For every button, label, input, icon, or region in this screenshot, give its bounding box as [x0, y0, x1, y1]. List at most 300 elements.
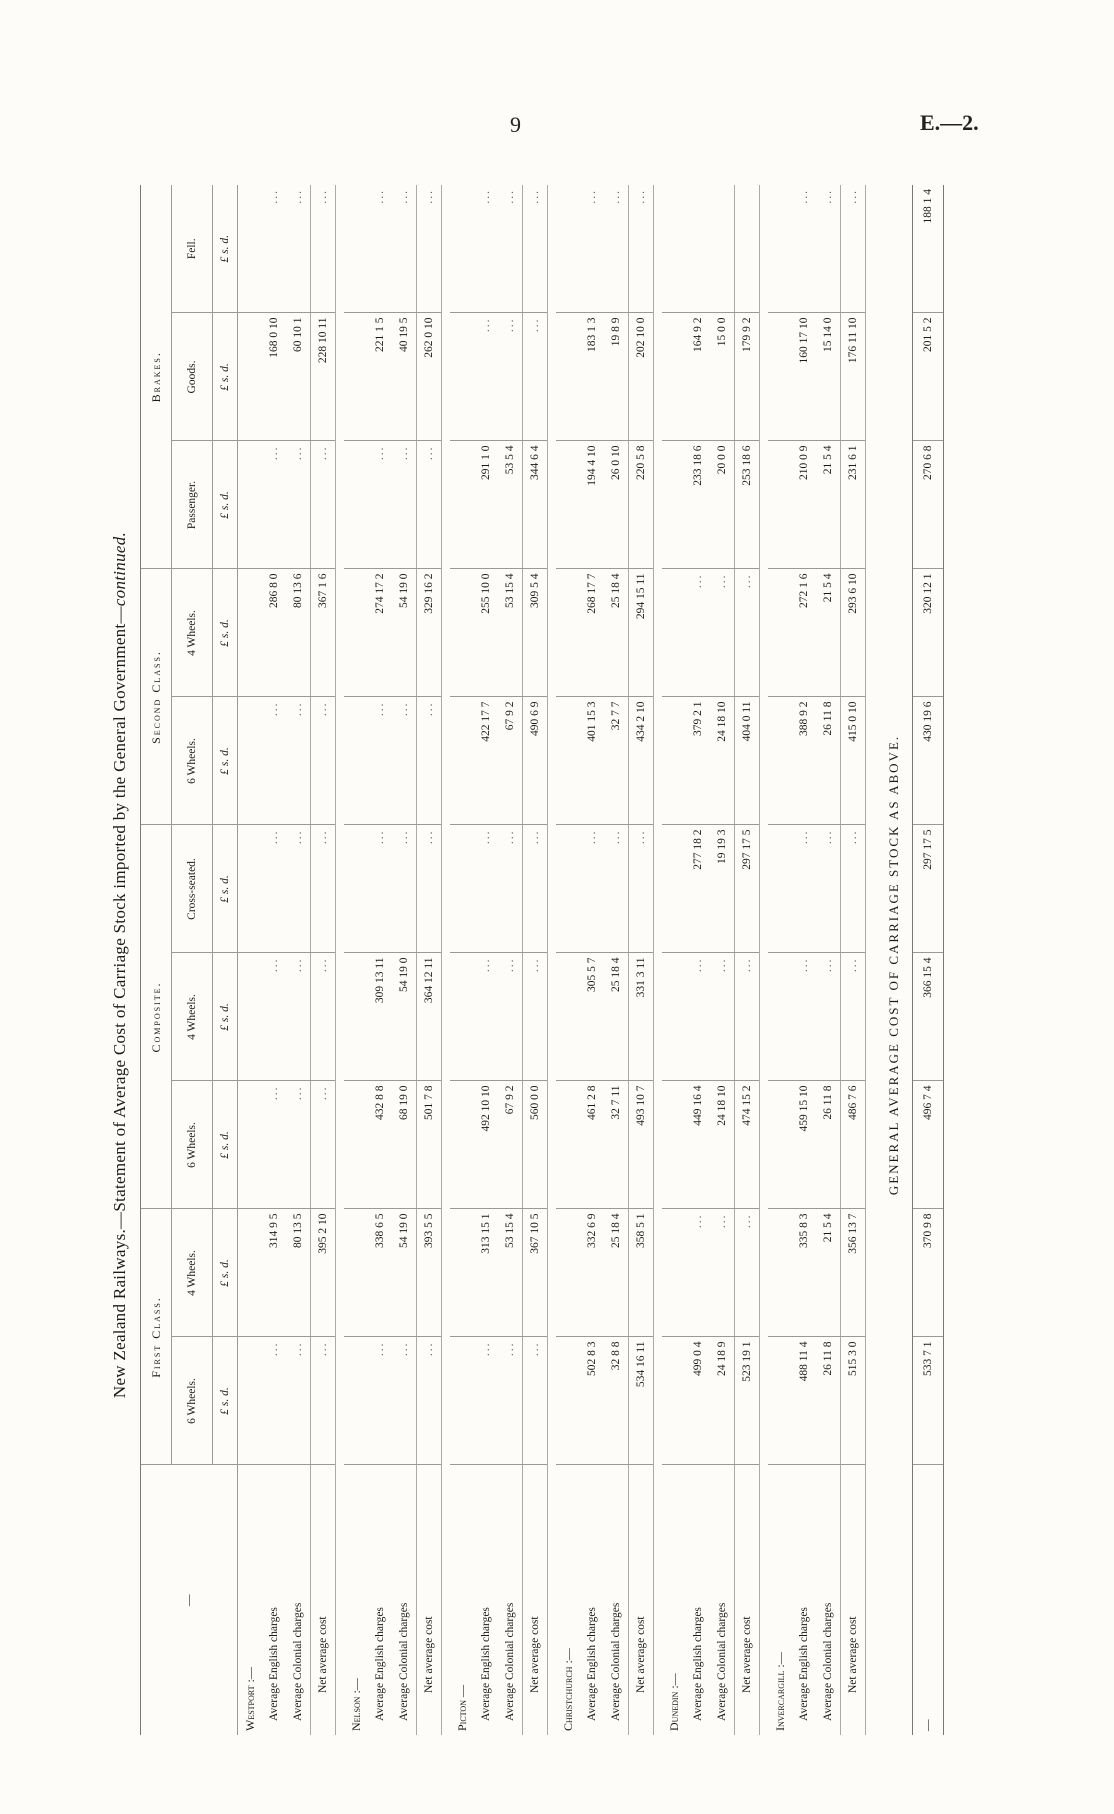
empty-cell — [450, 697, 474, 825]
value-cell: 493 10 7 — [629, 1081, 654, 1209]
row-label: Average Colonial charges — [610, 1602, 622, 1721]
general-value: 320 12 1 — [913, 569, 944, 697]
general-value: 496 7 4 — [913, 1081, 944, 1209]
value-cell: ... — [735, 953, 760, 1081]
value-cell: 220 5 8 — [629, 441, 654, 569]
value-cell: 294 15 11 — [629, 569, 654, 697]
value-cell: 53 15 4 — [498, 1209, 523, 1337]
section-spacer — [866, 185, 875, 1735]
value-cell: ... — [816, 185, 841, 313]
empty-cell — [450, 441, 474, 569]
value-cell: ... — [311, 1337, 336, 1465]
row-label: Average Colonial charges — [398, 1602, 410, 1721]
general-value: 370 9 8 — [913, 1209, 944, 1337]
empty-cell — [556, 441, 580, 569]
value-cell: 404 0 11 — [735, 697, 760, 825]
value-cell: 388 9 2 — [792, 697, 816, 825]
value-cell: 19 8 9 — [604, 313, 629, 441]
empty-cell — [450, 1081, 474, 1209]
value-cell: 314 9 5 — [262, 1209, 286, 1337]
section-row — [662, 185, 686, 1735]
empty-cell — [662, 185, 686, 313]
row-label: Net average cost — [629, 1465, 654, 1735]
row-label: Average Colonial charges — [716, 1602, 728, 1721]
value-cell: ... — [841, 953, 866, 1081]
empty-cell — [450, 825, 474, 953]
value-cell: 422 17 7 — [474, 697, 498, 825]
value-cell: ... — [368, 697, 392, 825]
value-cell: 358 5 1 — [629, 1209, 654, 1337]
value-cell: 194 4 10 — [580, 441, 604, 569]
value-cell: ... — [392, 1337, 417, 1465]
units-label: £ s. d. — [213, 313, 238, 441]
value-cell: 32 8 8 — [604, 1337, 629, 1465]
empty-cell — [662, 441, 686, 569]
value-cell: ... — [417, 1337, 442, 1465]
net-row — [735, 185, 760, 1735]
value-cell: ... — [262, 697, 286, 825]
value-cell: 80 13 5 — [286, 1209, 311, 1337]
value-cell: 534 16 11 — [629, 1337, 654, 1465]
value-cell: 15 14 0 — [816, 313, 841, 441]
value-cell: 459 15 10 — [792, 1081, 816, 1209]
empty-cell — [344, 1209, 368, 1337]
charge-row — [710, 185, 735, 1735]
value-cell: 305 5 7 — [580, 953, 604, 1081]
value-cell — [710, 185, 735, 313]
value-cell: 21 5 4 — [816, 441, 841, 569]
value-cell: ... — [286, 953, 311, 1081]
value-cell: ... — [262, 185, 286, 313]
value-cell: ... — [286, 825, 311, 953]
row-label: Average Colonial charges — [292, 1602, 304, 1721]
rotated-table-page — [110, 155, 970, 1775]
section-row — [450, 185, 474, 1735]
charge-row — [392, 185, 417, 1735]
value-cell: ... — [417, 185, 442, 313]
value-cell: 274 17 2 — [368, 569, 392, 697]
empty-cell — [238, 953, 263, 1081]
value-cell: 293 6 10 — [841, 569, 866, 697]
column-header: 6 Wheels. — [172, 1337, 213, 1465]
value-cell: 32 7 11 — [604, 1081, 629, 1209]
empty-cell — [344, 697, 368, 825]
value-cell: 309 5 4 — [523, 569, 548, 697]
general-value: 201 5 2 — [913, 313, 944, 441]
empty-cell — [556, 1209, 580, 1337]
empty-cell — [238, 1337, 263, 1465]
empty-cell — [344, 441, 368, 569]
row-label: Average English charges — [480, 1607, 492, 1721]
value-cell: 221 1 5 — [368, 313, 392, 441]
value-cell: 474 15 2 — [735, 1081, 760, 1209]
empty-cell — [662, 1337, 686, 1465]
general-value: 188 1 4 — [913, 185, 944, 313]
value-cell: 492 10 10 — [474, 1081, 498, 1209]
general-value: 533 7 1 — [913, 1337, 944, 1465]
value-cell: 168 0 10 — [262, 313, 286, 441]
empty-cell — [768, 569, 792, 697]
net-row — [311, 185, 336, 1735]
empty-cell — [662, 1081, 686, 1209]
value-cell: ... — [311, 697, 336, 825]
empty-cell — [238, 441, 263, 569]
value-cell: ... — [792, 953, 816, 1081]
value-cell: ... — [368, 441, 392, 569]
value-cell: ... — [392, 697, 417, 825]
value-cell — [686, 185, 710, 313]
value-cell: ... — [368, 1337, 392, 1465]
value-cell: ... — [498, 953, 523, 1081]
charge-row — [474, 185, 498, 1735]
general-value: 297 17 5 — [913, 825, 944, 953]
empty-cell — [768, 441, 792, 569]
column-header: 4 Wheels. — [172, 953, 213, 1081]
units-label: £ s. d. — [213, 1081, 238, 1209]
value-cell: 277 18 2 — [686, 825, 710, 953]
value-cell: ... — [286, 441, 311, 569]
row-label: Average English charges — [586, 1607, 598, 1721]
spacer-cell — [442, 185, 451, 1735]
value-cell: ... — [286, 1337, 311, 1465]
group-header: First Class. — [141, 1209, 172, 1465]
value-cell: 367 1 6 — [311, 569, 336, 697]
general-value: 430 19 6 — [913, 697, 944, 825]
value-cell: ... — [262, 1081, 286, 1209]
value-cell: 501 7 8 — [417, 1081, 442, 1209]
value-cell: ... — [816, 953, 841, 1081]
column-header: Passenger. — [172, 441, 213, 569]
empty-cell — [450, 953, 474, 1081]
carriage-cost-table — [140, 185, 874, 1735]
value-cell: 24 18 9 — [710, 1337, 735, 1465]
row-label: Net average cost — [841, 1465, 866, 1735]
charge-row — [686, 185, 710, 1735]
value-cell: ... — [311, 825, 336, 953]
value-cell: 25 18 4 — [604, 1209, 629, 1337]
empty-cell — [768, 1337, 792, 1465]
value-cell: 356 13 7 — [841, 1209, 866, 1337]
value-cell: ... — [262, 825, 286, 953]
value-cell: 67 9 2 — [498, 1081, 523, 1209]
empty-cell — [556, 825, 580, 953]
empty-cell — [768, 825, 792, 953]
value-cell: 309 13 11 — [368, 953, 392, 1081]
value-cell: 60 10 1 — [286, 313, 311, 441]
empty-cell — [768, 1081, 792, 1209]
value-cell: ... — [841, 825, 866, 953]
section-spacer — [336, 185, 345, 1735]
empty-cell — [450, 1337, 474, 1465]
value-cell: ... — [311, 1081, 336, 1209]
empty-cell — [556, 697, 580, 825]
charge-row — [604, 185, 629, 1735]
value-cell: 393 5 5 — [417, 1209, 442, 1337]
value-cell: ... — [816, 825, 841, 953]
general-value: 366 15 4 — [913, 953, 944, 1081]
charge-row — [792, 185, 816, 1735]
value-cell: ... — [286, 697, 311, 825]
value-cell: 20 0 0 — [710, 441, 735, 569]
empty-cell — [556, 1337, 580, 1465]
value-cell: ... — [523, 1337, 548, 1465]
empty-cell — [768, 697, 792, 825]
value-cell: ... — [710, 569, 735, 697]
row-label: Average English charges — [692, 1607, 704, 1721]
value-cell: 40 19 5 — [392, 313, 417, 441]
value-cell: ... — [841, 185, 866, 313]
value-cell — [735, 185, 760, 313]
value-cell: 523 19 1 — [735, 1337, 760, 1465]
empty-cell — [556, 1081, 580, 1209]
value-cell: 179 9 2 — [735, 313, 760, 441]
page-number: 9 — [510, 112, 521, 137]
general-label: — — [913, 1465, 944, 1735]
charge-row — [816, 185, 841, 1735]
value-cell: 499 0 4 — [686, 1337, 710, 1465]
value-cell: 367 10 5 — [523, 1209, 548, 1337]
empty-cell — [768, 953, 792, 1081]
empty-cell — [662, 313, 686, 441]
value-cell: ... — [368, 185, 392, 313]
value-cell: 19 19 3 — [710, 825, 735, 953]
charge-row — [286, 185, 311, 1735]
group-header: Second Class. — [141, 569, 172, 825]
value-cell: ... — [735, 1209, 760, 1337]
value-cell: 164 9 2 — [686, 313, 710, 441]
section-row — [556, 185, 580, 1735]
spacer-cell — [336, 185, 345, 1735]
value-cell: ... — [580, 185, 604, 313]
value-cell: ... — [474, 1337, 498, 1465]
empty-cell — [344, 825, 368, 953]
row-label: Average Colonial charges — [504, 1602, 516, 1721]
value-cell: 26 0 10 — [604, 441, 629, 569]
value-cell: ... — [417, 697, 442, 825]
value-cell: ... — [392, 441, 417, 569]
value-cell: ... — [311, 185, 336, 313]
units-label: £ s. d. — [213, 441, 238, 569]
section-name: Westport :— — [242, 1667, 257, 1731]
value-cell: 297 17 5 — [735, 825, 760, 953]
group-header-row — [141, 185, 172, 1735]
general-value: 270 6 8 — [913, 441, 944, 569]
value-cell: 24 18 10 — [710, 1081, 735, 1209]
value-cell: 15 0 0 — [710, 313, 735, 441]
value-cell: ... — [498, 313, 523, 441]
value-cell: 228 10 11 — [311, 313, 336, 441]
empty-cell — [556, 953, 580, 1081]
value-cell: 432 8 8 — [368, 1081, 392, 1209]
value-cell: 291 1 0 — [474, 441, 498, 569]
empty-cell — [238, 1209, 263, 1337]
value-cell: 272 1 6 — [792, 569, 816, 697]
value-cell: ... — [417, 441, 442, 569]
value-cell: 313 15 1 — [474, 1209, 498, 1337]
value-cell: 24 18 10 — [710, 697, 735, 825]
value-cell: ... — [523, 825, 548, 953]
row-label: Average English charges — [374, 1607, 386, 1721]
value-cell: 490 6 9 — [523, 697, 548, 825]
value-cell: 26 11 8 — [816, 1337, 841, 1465]
value-cell: 415 0 10 — [841, 697, 866, 825]
empty-cell — [450, 313, 474, 441]
value-cell: 54 19 0 — [392, 569, 417, 697]
charge-row — [498, 185, 523, 1735]
value-cell: ... — [792, 185, 816, 313]
units-label: £ s. d. — [213, 569, 238, 697]
empty-cell — [662, 1209, 686, 1337]
empty-cell — [344, 1081, 368, 1209]
value-cell: 329 16 2 — [417, 569, 442, 697]
empty-cell — [556, 313, 580, 441]
value-cell: ... — [686, 569, 710, 697]
value-cell: ... — [686, 953, 710, 1081]
value-cell: 53 15 4 — [498, 569, 523, 697]
value-cell: ... — [392, 185, 417, 313]
document-reference: E.—2. — [920, 110, 979, 135]
value-cell: ... — [523, 313, 548, 441]
value-cell: ... — [262, 953, 286, 1081]
column-header: Cross-seated. — [172, 825, 213, 953]
value-cell: 21 5 4 — [816, 1209, 841, 1337]
section-spacer — [442, 185, 451, 1735]
spacer-cell — [654, 185, 663, 1735]
value-cell: 434 2 10 — [629, 697, 654, 825]
value-cell: ... — [629, 185, 654, 313]
row-label: Net average cost — [523, 1465, 548, 1735]
value-cell: 331 3 11 — [629, 953, 654, 1081]
group-header: Composite. — [141, 825, 172, 1209]
value-cell: 32 7 7 — [604, 697, 629, 825]
value-cell: 67 9 2 — [498, 697, 523, 825]
empty-cell — [450, 1209, 474, 1337]
section-name: Invercargill :— — [772, 1652, 787, 1731]
units-label: £ s. d. — [213, 953, 238, 1081]
empty-cell — [556, 185, 580, 313]
value-cell: ... — [286, 185, 311, 313]
value-cell: 286 8 0 — [262, 569, 286, 697]
value-cell: 25 18 4 — [604, 953, 629, 1081]
value-cell: ... — [311, 441, 336, 569]
value-cell: 183 1 3 — [580, 313, 604, 441]
value-cell: ... — [686, 1209, 710, 1337]
net-row — [417, 185, 442, 1735]
row-label: Net average cost — [417, 1465, 442, 1735]
empty-cell — [238, 1081, 263, 1209]
column-header: 6 Wheels. — [172, 697, 213, 825]
empty-cell — [662, 953, 686, 1081]
empty-cell — [768, 185, 792, 313]
value-cell: ... — [474, 953, 498, 1081]
section-spacer — [548, 185, 557, 1735]
section-name: Nelson :— — [348, 1678, 363, 1731]
empty-cell — [344, 313, 368, 441]
value-cell: 486 7 6 — [841, 1081, 866, 1209]
value-cell: 210 0 9 — [792, 441, 816, 569]
column-header: Fell. — [172, 185, 213, 313]
value-cell: ... — [262, 441, 286, 569]
row-label: Net average cost — [311, 1465, 336, 1735]
empty-cell — [238, 825, 263, 953]
value-cell: ... — [286, 1081, 311, 1209]
value-cell: 395 2 10 — [311, 1209, 336, 1337]
value-cell: ... — [474, 313, 498, 441]
row-label: Net average cost — [735, 1465, 760, 1735]
title-suffix: continued. — [110, 531, 129, 607]
charge-row — [262, 185, 286, 1735]
value-cell: 26 11 8 — [816, 697, 841, 825]
header-blank-cell: — — [141, 1465, 238, 1735]
empty-cell — [238, 697, 263, 825]
title-main: New Zealand Railways.—Statement of Average Cost of Carriage Stock imported by the General Government— — [110, 606, 129, 1399]
empty-cell — [344, 953, 368, 1081]
table-title — [110, 155, 130, 1775]
value-cell: ... — [580, 825, 604, 953]
general-average-heading: GENERAL AVERAGE COST OF CARRIAGE STOCK AS ABOVE. — [886, 734, 901, 1196]
spacer-cell — [548, 185, 557, 1735]
net-row — [841, 185, 866, 1735]
general-average-row — [913, 185, 944, 1735]
section-row — [344, 185, 368, 1735]
value-cell: ... — [629, 825, 654, 953]
value-cell: 54 19 0 — [392, 1209, 417, 1337]
value-cell: ... — [392, 825, 417, 953]
value-cell: 335 8 3 — [792, 1209, 816, 1337]
value-cell: 80 13 6 — [286, 569, 311, 697]
value-cell: 202 10 0 — [629, 313, 654, 441]
value-cell: 268 17 7 — [580, 569, 604, 697]
value-cell: ... — [735, 569, 760, 697]
value-cell: ... — [498, 825, 523, 953]
value-cell: 560 0 0 — [523, 1081, 548, 1209]
value-cell: 332 6 9 — [580, 1209, 604, 1337]
value-cell: ... — [311, 953, 336, 1081]
value-cell: ... — [604, 185, 629, 313]
value-cell: 262 0 10 — [417, 313, 442, 441]
value-cell: ... — [604, 825, 629, 953]
section-row — [768, 185, 792, 1735]
value-cell: 515 3 0 — [841, 1337, 866, 1465]
value-cell: 25 18 4 — [604, 569, 629, 697]
value-cell: 233 18 6 — [686, 441, 710, 569]
value-cell: 364 12 11 — [417, 953, 442, 1081]
empty-cell — [238, 185, 263, 313]
empty-cell — [450, 569, 474, 697]
value-cell: ... — [474, 825, 498, 953]
value-cell: 449 16 4 — [686, 1081, 710, 1209]
units-label: £ s. d. — [213, 825, 238, 953]
empty-cell — [238, 313, 263, 441]
row-label: Average English charges — [798, 1607, 810, 1721]
empty-cell — [450, 185, 474, 313]
row-label: Average Colonial charges — [822, 1602, 834, 1721]
general-average-table — [912, 185, 944, 1735]
value-cell: 488 11 4 — [792, 1337, 816, 1465]
empty-cell — [768, 1209, 792, 1337]
value-cell: ... — [417, 825, 442, 953]
value-cell: ... — [262, 1337, 286, 1465]
net-row — [629, 185, 654, 1735]
value-cell: ... — [523, 185, 548, 313]
charge-row — [580, 185, 604, 1735]
value-cell: 253 18 6 — [735, 441, 760, 569]
group-header: Brakes. — [141, 185, 172, 569]
net-row — [523, 185, 548, 1735]
empty-cell — [238, 569, 263, 697]
column-header: Goods. — [172, 313, 213, 441]
value-cell: 255 10 0 — [474, 569, 498, 697]
